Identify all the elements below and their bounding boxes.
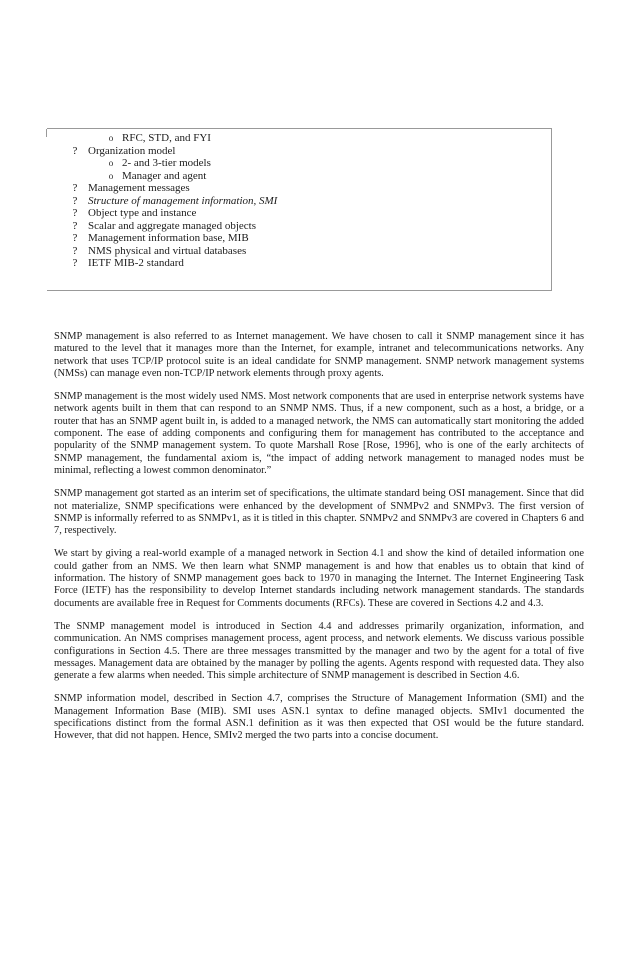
outline-item-label: Object type and instance <box>88 207 197 219</box>
outline-item-label: Manager and agent <box>122 169 207 182</box>
outline-item-label: RFC, STD, and FYI <box>122 132 211 144</box>
outline-item-label: Structure of management information, SMI <box>88 194 278 207</box>
sub-bullet-marker: o <box>108 158 114 168</box>
outline-item-label: 2- and 3-tier models <box>122 157 211 169</box>
body-paragraph: SNMP management is the most widely used NMS. Most network components that are used in enterprise network systems have network agents built in them that can respond to an SNMP NMS. Thus, if a new component, such as a host, a bridge, or a router that has an SNMP agent built in, is added to a managed network, the NMS can automatically start monitoring the added component. The ease of adding components and configuring them for management has contributed to the acceptance and popularity of the SNMP management system. To quote Marshall Rose [Rose, 1996], who is one of the early architects of SNMP management, the fundamental axiom is, “the impact of adding network management to managed nodes must be minimal, reflecting a lowest common denominator.” <box>54 391 584 476</box>
bullet-marker: ? <box>72 144 78 157</box>
outline-item-label: IETF MIB-2 standard <box>88 257 184 269</box>
sub-bullet-marker: o <box>108 133 114 143</box>
sub-bullet-marker: o <box>108 170 114 181</box>
topic-outline-box <box>47 128 552 291</box>
body-paragraph: We start by giving a real-world example of a managed network in Section 4.1 and show the kind of detailed information one could gather from an NMS. We then learn what SNMP management is and how that enables us to obtain that kind of information. The history of SNMP management goes back to 1970 in managing the Internet. The Internet Engineering Task Force (IETF) has the responsibility to develop Internet standards including network management standards. The standards documents are available free in Request for Comments documents (RFCs). These are covered in Sections 4.2 and 4.3. <box>54 548 584 609</box>
bullet-marker: ? <box>72 194 78 207</box>
bullet-marker: ? <box>72 244 78 257</box>
bullet-marker: ? <box>72 232 78 244</box>
outline-item-label: NMS physical and virtual databases <box>88 244 247 257</box>
body-paragraph: SNMP information model, described in Section 4.7, comprises the Structure of Management Information (SMI) and the Management Information Base (MIB). SMI uses ASN.1 syntax to define managed objects. SMIv1 documented the specifications distinct from the formal ASN.1 definition as it was then expected that OSI would be the future standard. However, that did not happen. Hence, SMIv2 merged the two parts into a concise document. <box>54 693 584 742</box>
body-paragraph: The SNMP management model is introduced in Section 4.4 and addresses primarily organization, information, and communication. An NMS comprises management process, agent process, and network elements. We discuss various possible configurations in Section 4.5. There are three messages transmitted by the manager and two by the agent for a total of five messages. Management data are obtained by the manager by polling the agents. Agents respond with requested data. They also generate a few alarms when needed. This simple architecture of SNMP management is described in Section 4.6. <box>54 620 584 682</box>
outline-item-label: Management messages <box>88 182 190 194</box>
body-paragraph: SNMP management is also referred to as Internet management. We have chosen to call it SNMP management since it has matured to the level that it manages more than the Internet, for example, intranet and telecommunications networks. Any network that uses TCP/IP protocol suite is an ideal candidate for SNMP management. SNMP network management systems (NMSs) can manage even non-TCP/IP network elements through proxy agents. <box>54 331 584 379</box>
bullet-marker: ? <box>72 257 78 269</box>
outline-item-label: Organization model <box>88 144 176 157</box>
bullet-marker: ? <box>72 219 78 232</box>
outline-item-label: Scalar and aggregate managed objects <box>88 219 256 232</box>
body-text <box>54 331 584 754</box>
outline-item-label: Management information base, MIB <box>88 232 249 244</box>
bullet-marker: ? <box>72 207 78 219</box>
bullet-marker: ? <box>72 182 78 194</box>
body-paragraph: SNMP management got started as an interim set of specifications, the ultimate standard being OSI management. Since that did not materialize, SNMP specifications were enhanced by the development of SNMPv2 and SNMPv3. The first version of SNMP is informally referred to as SNMPv1, as it is titled in this chapter. SNMPv2 and SNMPv3 are covered in Chapters 6 and 7, respectively. <box>54 488 584 537</box>
